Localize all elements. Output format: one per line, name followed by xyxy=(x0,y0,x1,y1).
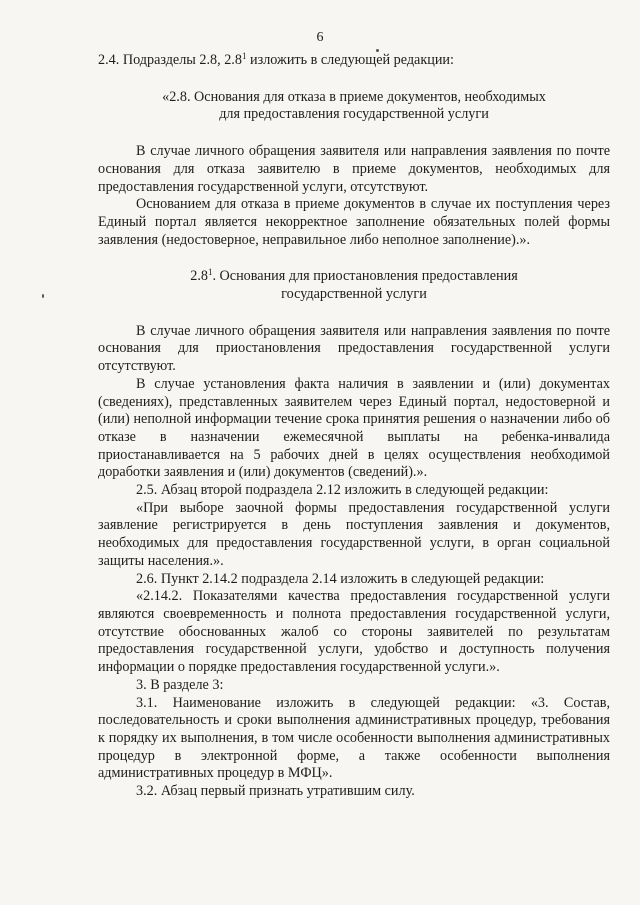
paragraph: 2.6. Пункт 2.14.2 подраздела 2.14 изложить в следующей редакции: xyxy=(136,570,545,587)
document-body xyxy=(98,52,610,801)
paragraph: «При выборе заочной формы предоставления государственной услуги заявление регистрируется в день поступления заявления и документов, необходимых для предоставления государственной услуги, в орган социальной защиты населения.». xyxy=(98,499,610,569)
paragraph: В случае личного обращения заявителя или направления заявления по почте основания для отказа заявителю в приеме документов, необходимых для предоставления государственной услуги, отсутствуют. xyxy=(98,143,610,195)
paragraph: 3. В разделе 3: xyxy=(136,676,224,693)
paragraph: В случае установления факта наличия в заявлении и (или) документах (сведениях), представленных заявителем через Единый портал, недостоверной и (или) неполной информации течение срока принятия решения о назначении либо об отказе в назначении ежемесячной выплаты на ребенка-инвалида приостанавливается на 5 рабочих дней в целях осуществления необходимой доработки заявления и (или) документов (сведений).». xyxy=(98,375,610,481)
paragraph: 3.1. Наименование изложить в следующей редакции: «3. Состав, последовательность и сроки выполнения административных процедур, требования к порядку их выполнения, в том числе особенности выполнения административных процедур в электронной форме, а также особенности выполнения административных процедур в МФЦ». xyxy=(98,694,610,782)
paragraph: «2.14.2. Показателями качества предоставления государственной услуги являются своевременность и полнота предоставления государственной услуги, отсутствие обоснованных жалоб со стороны заявителей по результатам предоставления государственной услуги, удобство и доступность получения информации о порядке предоставления государственной услуги.». xyxy=(98,588,610,676)
paragraph: 2.5. Абзац второй подраздела 2.12 изложить в следующей редакции: xyxy=(136,482,549,499)
amendment-intro: 2.4. Подразделы 2.8, $2.8^1$ изложить в следующей редакции: xyxy=(98,51,454,68)
paragraph: В случае личного обращения заявителя или направления заявления по почте основания для приостановления предоставления государственной услуги отсутствуют. xyxy=(98,322,610,375)
scan-speck xyxy=(42,294,44,298)
paragraph: Основанием для отказа в приеме документов в случае их поступления через Единый портал является некорректное заполнение обязательных полей формы заявления (недостоверное, неправильное либо неполное заполнение).». xyxy=(98,196,610,248)
paragraph: 3.2. Абзац первый признать утратившим силу. xyxy=(136,783,415,800)
section-heading-2-8: «2.8. Основания для отказа в приеме документов, необходимых для предоставления государственной услуги xyxy=(162,88,546,123)
section-heading-2-8-1: $2.8^1$. Основания для приостановления предоставления государственной услуги xyxy=(190,267,518,303)
page-number: 6 xyxy=(316,30,324,45)
